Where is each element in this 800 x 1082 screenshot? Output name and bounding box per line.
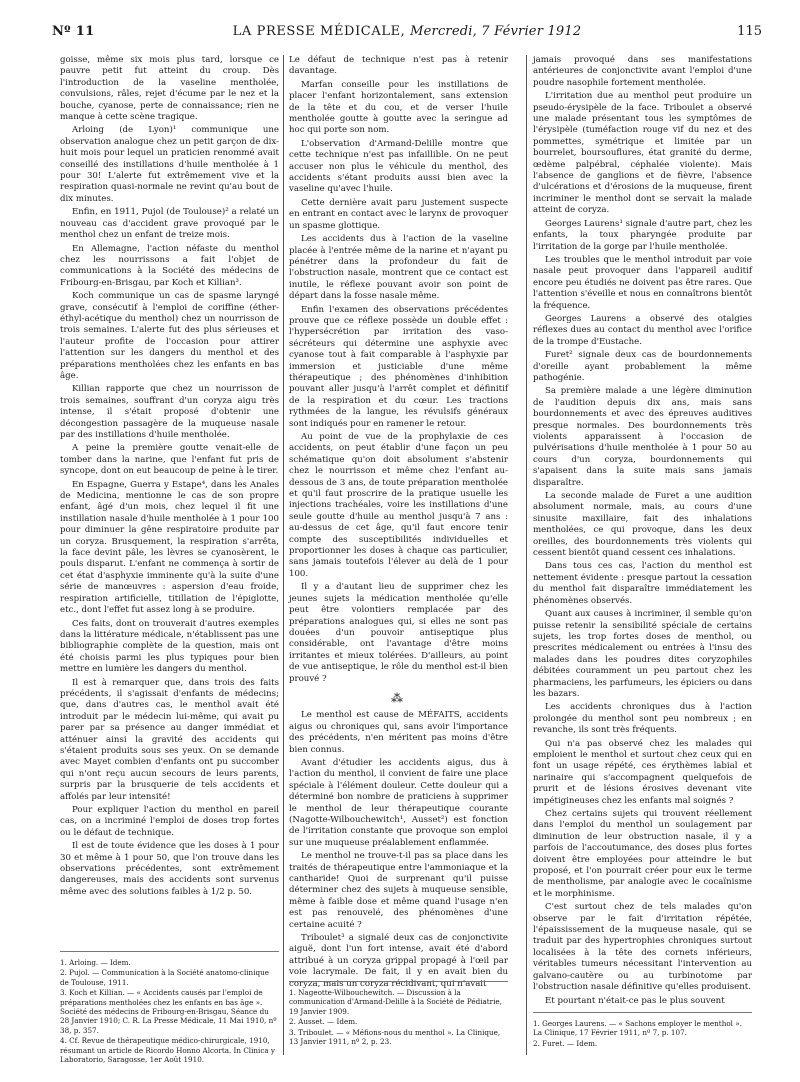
paragraph: Et pourtant n'était-ce pas le plus souvent bbox=[545, 995, 725, 1006]
paragraph: Quant aux causes à incriminer, il semble qu'on puisse retenir la sensibilité spéciale de certains sujets, les trop fortes doses de menthol, ou prescrites médicalement ou entrées à l'insu des malades dans les poudres dites coryzophiles débitées couramment un peu partout chez les pharmaciens, les parfumeurs, les épiciers ou dans les bazars. bbox=[533, 609, 752, 699]
paragraph: Chez certains sujets qui trouvent réellement dans l'emploi du menthol un soulagement par diminution de leur obstruction nasale, il y a parfois de l'accoutumance, des doses plus fortes doivent être employées pour atteindre le but proposé, et l'on pourrait créer pour eux le terme de mentholisme, par analogie avec le cocaïnisme et le morphinisme. bbox=[533, 809, 752, 899]
issue-number: Nº 11 bbox=[52, 24, 95, 39]
paragraph: Marfan conseille pour les instillations de placer l'enfant horizontalement, sans extension de la tête et du cou, et de verser l'huile mentholée goutte à goutte avec la seringue ad hoc qui porte son nom. bbox=[289, 79, 508, 136]
paragraph: Il est de toute évidence que les doses à 1 pour 30 et même à 1 pour 50, que l'on trouve dans les observations précédentes, sont extrêmement dangereuses, mais des accidents sont survenus même avec des solutions faibles à 1/2 p. 50. bbox=[60, 841, 279, 897]
footnotes-middle bbox=[289, 981, 508, 1047]
footnotes-right bbox=[533, 1012, 752, 1049]
paragraph: Enfin l'examen des observations précédentes prouve que ce réflexe possède un double effet : l'hypersécrétion par irritation des vaso-sécréteurs qui détermine une asphyxie avec cyanose tout à fait comparable à l'asphyxie par immersion et justiciable d'une même thérapeutique ; des phénomènes d'inhibition pouvant aller jusqu'à l'arrêt complet et définitif de la respiration et du cœur. Les tractions rythmées de la langue, les révulsifs généraux sont indiqués pour en ramener le retour. bbox=[289, 304, 508, 429]
paragraph: Arloing (de Lyon)¹ communique une observation analogue chez un petit garçon de dix-huit mois pour lequel un praticien renommé avait conseillé des instillations d'huile mentholée à 1 pour 30! L'alerte fut extrêmement vive et la respiration quasi-normale ne revint qu'au bout de dix minutes. bbox=[60, 125, 279, 204]
paragraph: Dans tous ces cas, l'action du menthol est nettement évidente : presque partout la cessation du menthol fait disparaître immédiatement les phénomènes observés. bbox=[533, 561, 752, 606]
paragraph: Il y a d'autant lieu de supprimer chez les jeunes sujets la médication mentholée qu'elle peut être volontiers remplacée par des préparations analogues qui, si elles ne sont pas douées d'un pouvoir antiseptique plus considérable, ont l'avantage d'être moins irritantes et mieux tolérées. D'ailleurs, au point de vue antiseptique, le rôle du menthol est-il bien prouvé ? bbox=[289, 582, 508, 684]
paragraph: jamais provoqué dans ses manifestations antérieures de conjonctivite avant l'emploi d'une poudre nasophile fortement mentholée. bbox=[533, 55, 752, 88]
paragraph: En Allemagne, l'action néfaste du menthol chez les nourrissons a fait l'objet de communications à la Société des médecins de Fribourg-en-Brisgau, par Koch et Killian³. bbox=[60, 243, 279, 288]
footnote: 1. Nageotte-Wilbouchewitch. — Discussion à la communication d'Armand-Delille à la Société de Pédiatrie, 19 Janvier 1909. bbox=[289, 988, 502, 1016]
paragraph: Le menthol ne trouve-t-il pas sa place dans les traités de thérapeutique entre l'ammoniaque et la cantharide! Quoi de surprenant qu'il puisse déterminer chez des sujets à muqueuse sensible, même à faible dose et même quand l'usage n'en est pas renouvelé, des phénomènes d'une certaine acuité ? bbox=[289, 851, 508, 930]
paragraph: goisse, même six mois plus tard, lorsque ce pauvre petit fut atteint du croup. Dès l'introduction de la vaseline mentholée, convulsions, râles, rejet d'écume par le nez et la bouche, cyanose, perte de connaissance; rien ne manque à cette scène tragique. bbox=[60, 55, 279, 123]
paragraph: Le menthol est cause de MÉFAITS, accidents aigus ou chroniques qui, sans avoir l'importance des précédents, n'en méritent pas moins d'être bien connus. bbox=[289, 710, 508, 755]
paragraph: L'irritation due au menthol peut produire un pseudo-érysipèle de la face. Triboulet a observé une malade présentant tous les symptômes de l'érysipèle (tuméfaction rouge vif du nez et des pommettes, symétrique et limitée par un bourrelet, boursouflures, état granité du derme, œdème palpébral, céphalée violente). Mais l'absence de ganglions et de fièvre, l'absence d'ulcérations et d'érosions de la muqueuse, firent incriminer le menthol dont se servait la malade atteint de coryza. bbox=[533, 91, 752, 216]
paragraph: Georges Laurens a observé des otalgies réflexes dues au contact du menthol avec l'orifice de la trompe d'Eustache. bbox=[533, 313, 752, 347]
paragraph: La seconde malade de Furet a une audition absolument normale, mais, au cours d'une sinusite maxillaire, fait des inhalations mentholées, ce qui provoque, dans les deux oreilles, des bourdonnements très violents qui cessent bientôt quand cessent ces inhalations. bbox=[533, 491, 752, 559]
column-middle bbox=[289, 55, 508, 992]
footnote: 3. Triboulet. — « Méfions-nous du menthol ». La Clinique, 13 Janvier 1911, nº 2, p. 23. bbox=[289, 1027, 501, 1047]
paragraph: Pour expliquer l'action du menthol en pareil cas, on a incriminé l'emploi de doses trop fortes ou le défaut de technique. bbox=[60, 805, 279, 838]
paragraph: Il est à remarquer que, dans trois des faits précédents, il s'agissait d'enfants de médecins; que, dans d'autres cas, le menthol avait été introduit par le médecin lui-même, qui avait pu parer par sa présence au danger immédiat et atténuer ainsi la gravité des accidents qui s'étaient produits sous ses yeux. On se demande avec Mayet combien d'enfants ont pu succomber qui n'ont reçu aucun secours de leurs parents, surpris par la brusquerie de tels accidents et affolés par leur intensité! bbox=[60, 677, 279, 802]
page-number: 115 bbox=[737, 24, 762, 39]
paragraph: Ces faits, dont on trouverait d'autres exemples dans la littérature médicale, n'établissent pas une bibliographie complète de la question, mais ont été choisis parmi les plus typiques pour bien mettre en lumière les dangers du menthol. bbox=[60, 618, 279, 675]
footnote: 4. Cf. Revue de thérapeutique médico-chirurgicale, 1910, résumant un article de Ricordo Honno Alcorta. In Clinica y Laboratorio, Saragosse, 1er Août 1910. bbox=[60, 1036, 275, 1065]
paragraph: C'est surtout chez de tels malades qu'on observe par le fait d'irritation répétée, l'épaississement de la muqueuse nasale, qui se traduit par des hypertrophies chroniques surtout localisées à la tête des cornets inférieurs, véritables tumeurs nécessitant l'intervention au galvano-cautère ou au turbinotome par l'obstruction nasale définitive qu'elles produisent. bbox=[533, 902, 752, 993]
paragraph: Les accidents chroniques dus à l'action prolongée du menthol sont peu nombreux ; en revanche, ils sont très fréquents. bbox=[533, 702, 752, 736]
paragraph: Georges Laurens¹ signale d'autre part, chez les enfants, la toux pharyngée produite par l'irritation de la gorge par l'huile mentholée. bbox=[533, 218, 753, 252]
footnote: 2. Ausset. — Idem. bbox=[289, 1017, 358, 1027]
paragraph: Koch communique un cas de spasme laryngé grave, consécutif à l'emploi de coriffine (éther-éthyl-acétique du menthol) chez un nourrisson de trois semaines. L'alerte fut des plus sérieuses et l'auteur profite de l'occasion pour attirer l'attention sur les dangers du menthol et des préparations mentholées chez les enfants en bas âge. bbox=[60, 291, 279, 381]
paragraph: Au point de vue de la prophylaxie de ces accidents, on peut établir d'une façon un peu schématique qu'on doit absolument s'abstenir chez le nourrisson et même chez l'enfant au-dessous de 3 ans, de toute préparation mentholée et qu'il faut proscrire de la pratique usuelle les injections trachéales, voire les instillations d'une seule goutte d'huile au menthol jusqu'à 7 ans : au-dessus de cet âge, qu'il faut encore tenir compte des susceptibilités individuelles et proportionner les doses à chaque cas particulier, sans jamais toutefois l'élever au delà de 1 pour 100. bbox=[289, 432, 508, 579]
footnote: 1. Arloing. — Idem. bbox=[60, 958, 131, 967]
paragraph: L'observation d'Armand-Delille montre que cette technique n'est pas infaillible. On ne peut accuser non plus le véhicule du menthol, des accidents s'étant produits aussi bien avec la vaseline qu'avec l'huile. bbox=[289, 138, 508, 195]
footnote: 2. Furet. — Idem. bbox=[533, 1038, 598, 1048]
column-right bbox=[533, 55, 752, 1009]
running-header bbox=[52, 24, 762, 44]
footnote: 2. Pujol. — Communication à la Société anatomo-clinique de Toulouse, 1911. bbox=[60, 968, 269, 987]
paragraph: Les accidents dus à l'action de la vaseline placée à l'entrée même de la narine et n'ayant pu pénétrer dans la profondeur du fait de l'obstruction nasale, montrent que ce contact est inutile, le réflexe pouvant avoir son point de départ dans la fosse nasale même. bbox=[289, 234, 508, 302]
footnotes-left bbox=[60, 951, 279, 1065]
paragraph: Avant d'étudier les accidents aigus, dus à l'action du menthol, il convient de faire une place spéciale à l'élément douleur. Cette douleur qui a déterminé bon nombre de praticiens à supprimer le menthol de leur thérapeutique courante (Nagotte-Wilbouchewitch¹, Ausset²) est fonction de l'irritation constante que provoque son emploi sur une muqueuse préalablement enflammée. bbox=[289, 757, 508, 848]
paragraph: Qui n'a pas observé chez les malades qui emploient le menthol et surtout chez ceux qui en font un usage répété, ces érythèmes labial et narinaire qui s'accompagnent quelquefois de prurit et de lésions érosives devenant vite impétigineuses chez les enfants mal soignés ? bbox=[533, 738, 752, 806]
column-rule bbox=[283, 55, 284, 1055]
column-left bbox=[60, 55, 279, 900]
footnote: 3. Koch et Killian. — « Accidents causés par l'emploi de préparations mentholées chez les enfants en bas âge ». Société des médecins de Fribourg-en-Brisgau, Séance du 28 Janvier 1910; C. R. La Presse Médicale, 11 Mai 1910, nº 38, p. 357. bbox=[60, 988, 277, 1035]
paragraph: Triboulet³ a signalé deux cas de conjonctivite aiguë, dont l'un fort intense, avait été d'abord attribué à un coryza grippal propagé à l'œil par voie lacrymale. De fait, il y en avait bien du coryza, mais un coryza récidivant, qui n'avait bbox=[289, 933, 508, 989]
paragraph: Le défaut de technique n'est pas à retenir davantage. bbox=[289, 55, 508, 77]
paragraph: Enfin, en 1911, Pujol (de Toulouse)² a relaté un nouveau cas d'accident grave provoqué par le menthol chez un enfant de treize mois. bbox=[60, 207, 279, 241]
column-rule bbox=[526, 55, 527, 1055]
issue-date: Mercredi, 7 Février 1912 bbox=[410, 24, 582, 39]
section-separator: ⁂ bbox=[391, 690, 406, 705]
paragraph: Cette dernière avait paru justement suspecte en entrant en contact avec le larynx de provoquer un spasme glottique. bbox=[289, 197, 508, 231]
paragraph: Furet² signale deux cas de bourdonnements d'oreille ayant probablement la même pathogénie. bbox=[533, 350, 752, 383]
paragraph: A peine la première goutte venait-elle de tomber dans la narine, que l'enfant fut pris de syncope, dont on eut beaucoup de peine à le tirer. bbox=[60, 443, 279, 477]
paragraph: Killian rapporte que chez un nourrisson de trois semaines, souffrant d'un coryza aigu très intense, il s'était proposé d'obtenir une décongestion passagère de la muqueuse nasale par des instillations d'huile mentholée. bbox=[60, 384, 279, 440]
paragraph: Sa première malade a une légère diminution de l'audition depuis dix ans, mais sans bourdonnements et avec des épreuves auditives presque normales. Des bourdonnements très violents apparaissent à l'occasion de pulvérisations d'huile mentholée à 1 pour 50 au cours d'un coryza, bourdonnements qui s'apaisent dans la suite mais sans jamais disparaître. bbox=[533, 386, 752, 488]
paragraph: Les troubles que le menthol introduit par voie nasale peut provoquer dans l'appareil auditif encore peu étudiés ne doivent pas être rares. Que l'attention s'éveille et nous en connaîtrons bientôt la fréquence. bbox=[533, 254, 752, 311]
journal-name: LA PRESSE MÉDICALE, bbox=[232, 24, 406, 39]
footnote: 1. Georges Laurens. — « Sachons employer le menthol ». La Clinique, 17 Février 1911, nº 7, p. 107. bbox=[533, 1019, 742, 1038]
journal-title bbox=[52, 24, 762, 39]
paragraph: En Espagne, Guerra y Estape⁴, dans les Anales de Medicina, mentionne le cas de son propre enfant, âgé d'un mois, chez lequel il fit une instillation nasale d'huile mentholée à 1 pour 100 pour diminuer la gêne respiratoire produite par un coryza. Brusquement, la respiration s'arrêta, la face devint pâle, les lèvres se cyanosèrent, le pouls disparut. L'enfant ne commença à sortir de cet état d'asphyxie imminente qu'à la suite d'une série de manœuvres : aspersion d'eau froide, respiration artificielle, titillation de l'épiglotte, etc., dont l'effet fut assez long à se produire. bbox=[60, 479, 279, 616]
